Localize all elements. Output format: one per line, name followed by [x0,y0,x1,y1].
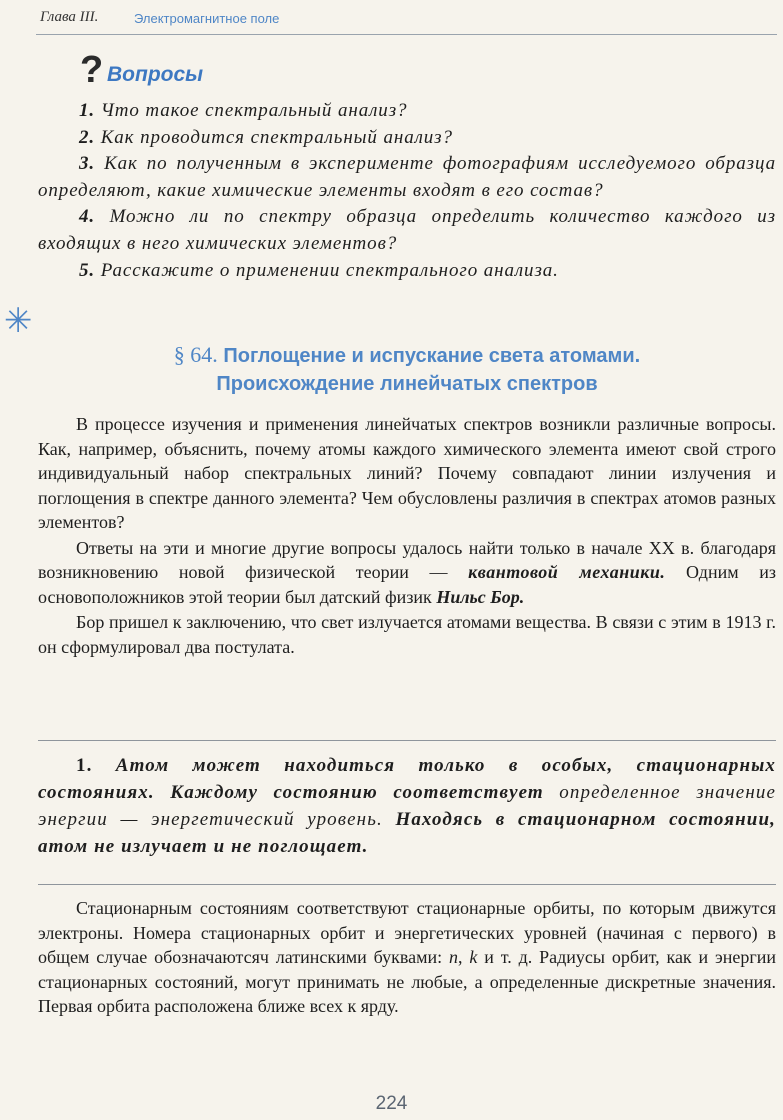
question-item [38,98,776,125]
paragraph-2-part-b: Одним из основоположников этой теории был датский физик [38,562,776,607]
question-item [38,125,776,152]
postulate-bold-b: Находясь в стационарном состоянии, атом не излучает и не поглощает. [38,809,776,857]
paragraph-1: В процессе изучения и применения линейчатых спектров возникли различные вопросы. Как, например, объяснить, почему атомы каждого химического элемента имеют свой строго индивидуальный набор спектральных линий? Почему совпадают линии излучения и поглощения в спектре данного элемента? Чем обусловлены различия в спектрах атомов разных элементов? [38,414,776,532]
name-niels-bohr: Нильс Бор. [436,586,525,607]
header-corner-rule [775,4,783,36]
question-item [38,258,776,285]
question-number: 3. [79,153,96,175]
question-text: Что такое спектральный анализ? [100,100,408,121]
variable-k: k [469,947,478,967]
postulate-bottom-rule [38,884,776,885]
question-text: Как по полученным в эксперименте фотографиям исследуемого образца определяют, какие химические элементы входят в его состав? [38,153,776,201]
postulate-1 [38,752,776,860]
paragraph-2-part-a: Ответы на эти и многие другие вопросы удалось найти только в начале XX в. благодаря возникновению новой физической теории — [38,537,776,582]
question-item [38,204,776,257]
postulate-bold-a: Атом может находиться только в особых, стационарных состояниях. Каждому состоянию соответствует [38,755,776,803]
question-number: 5. [79,259,96,281]
section-title [38,341,776,398]
paragraph-4 [38,896,776,1019]
question-mark-icon: ? [80,49,104,91]
paragraph-4-part-a: Стационарным состояниям соответствуют стационарные орбиты, по которым движутся электроны. Номера стационарных орбит и энергетических уровней (начиная с первого) в общем случае обозначаютсяч латинскими буквами: [38,898,776,967]
questions-list [38,98,776,284]
snowflake-icon: ✳ [4,301,33,341]
postulate-box [38,752,776,860]
postulate-normal: определенное значение энергии — энергетический уровень. [38,782,776,830]
chapter-label: Глава III. [40,9,99,25]
question-number: 4. [79,206,96,228]
variable-comma: , [458,947,463,967]
question-item [38,151,776,204]
chapter-title: Электромагнитное поле [134,11,280,26]
term-quantum-mechanics: квантовой механики. [468,562,666,582]
variable-n: n [449,947,459,967]
question-text: Расскажите о применении спектрального анализа. [100,259,559,281]
intro-text [38,412,776,660]
questions-label: Вопросы [107,63,204,86]
question-number: 2. [79,126,96,148]
orbits-text [38,896,776,1019]
section-sign: § 64. [173,342,218,367]
question-text: Можно ли по спектру образца определить количество каждого из входящих в него химических элементов? [38,206,776,254]
section-title-line1 [38,341,776,370]
paragraph-3: Бор пришел к заключению, что свет излучается атомами вещества. В связи с этим в 1913 г. он сформулировал два постулата. [38,612,776,657]
paragraph-2 [38,536,776,610]
question-text: Как проводится спектральный анализ? [100,126,453,148]
paragraph-4-part-b: и т. д. Радиусы орбит, как и энергии стационарных состояний, могут принимать не любые, а определенные дискретные значения. Первая орбита расположена ближе всех к ярду. [38,947,777,1016]
section-title-line2: Происхождение линейчатых спектров [216,373,598,395]
page-number: 224 [375,1093,408,1114]
postulate-top-rule [38,740,776,741]
question-number: 1. [79,100,96,121]
running-header [36,4,777,35]
section-title-text1: Поглощение и испускание света атомами. [223,345,641,367]
postulate-number: 1. [76,755,93,776]
